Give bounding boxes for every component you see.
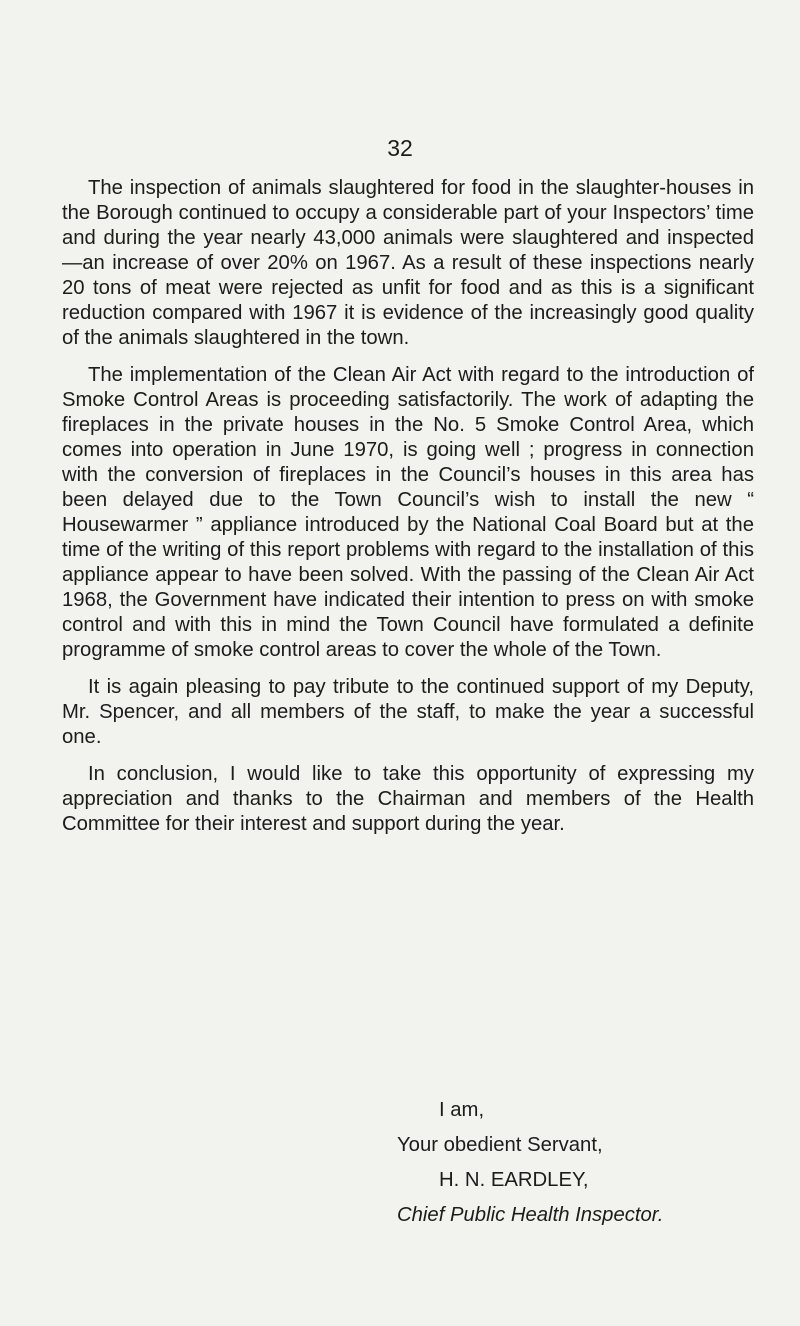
signatory-name: H. N. EARDLEY, bbox=[439, 1169, 589, 1191]
closing-valediction: Your obedient Servant, bbox=[397, 1134, 603, 1156]
paragraph-staff-tribute: It is again pleasing to pay tribute to the continued support of my Deputy, Mr. Spencer, and all members of the staff, to make the year a successful one. bbox=[62, 676, 754, 748]
paragraph-slaughterhouse-inspection: The inspection of animals slaughtered for food in the slaughter-houses in the Borough continued to occupy a considerable part of your Inspectors’ time and during the year nearly 43,000 animals were slaughtered and inspected—an increase of over 20% on 1967. As a result of these inspections nearly 20 tons of meat were rejected as unfit for food and as this is a significant reduction compared with 1967 it is evidence of the increasingly good quality of the animals slaughtered in the town. bbox=[62, 177, 754, 349]
closing-salutation: I am, bbox=[439, 1099, 485, 1121]
signatory-title: Chief Public Health Inspector. bbox=[397, 1204, 664, 1226]
report-body bbox=[62, 176, 754, 849]
paragraph-clean-air-act: The implementation of the Clean Air Act with regard to the introduction of Smoke Control Areas is proceeding satisfactorily. The work of adapting the fireplaces in the private houses in the No. 5 Smoke Control Area, which comes into operation in June 1970, is going well ; progress in connection with the conversion of fireplaces in the Council’s houses in this area has been delayed due to the Town Council’s wish to install the new “ Housewarmer ” appliance introduced by the National Coal Board but at the time of the writing of this report problems with regard to the installation of this appliance appear to have been solved. With the passing of the Clean Air Act 1968, the Government have indicated their intention to press on with smoke control and with this in mind the Town Council have formulated a definite programme of smoke control areas to cover the whole of the Town. bbox=[62, 364, 754, 661]
paragraph-conclusion: In conclusion, I would like to take this opportunity of expressing my appreciation and thanks to the Chairman and members of the Health Committee for their interest and support during the year. bbox=[62, 763, 754, 835]
page-number: 32 bbox=[387, 135, 413, 161]
